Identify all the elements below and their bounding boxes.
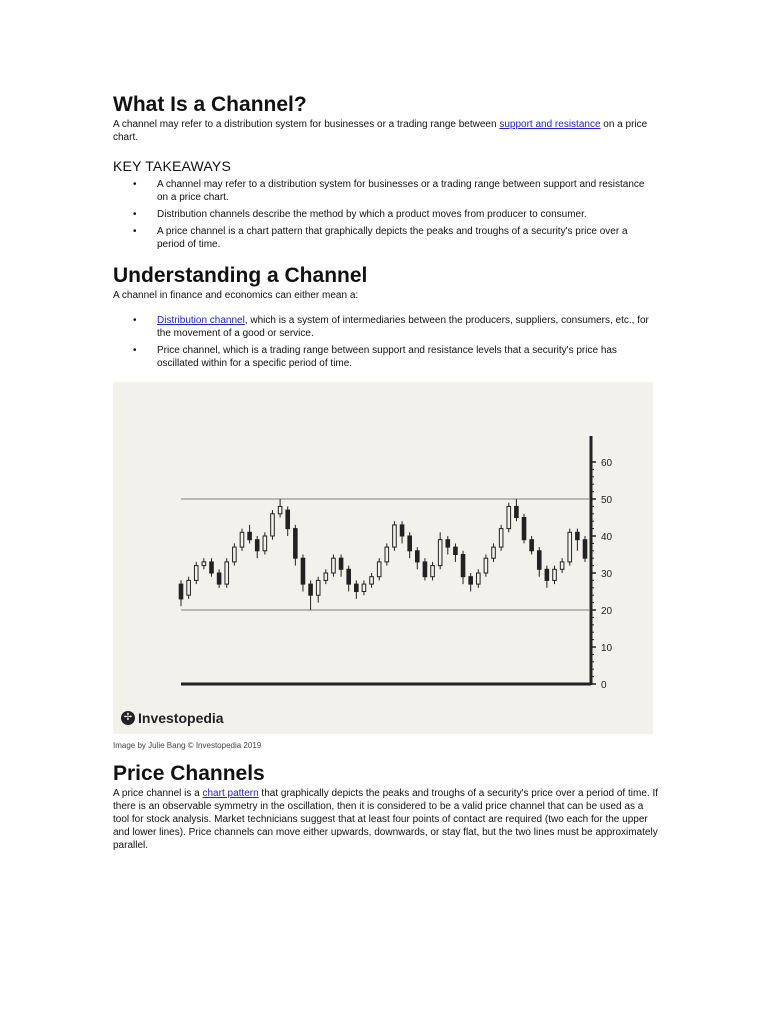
y-tick-label: 60 bbox=[601, 458, 613, 469]
logo-text: Investopedia bbox=[138, 710, 224, 726]
candle-body bbox=[530, 540, 534, 551]
candle-body bbox=[438, 540, 442, 566]
candle-body bbox=[576, 532, 580, 539]
candle-body bbox=[202, 562, 206, 566]
candle-body bbox=[339, 558, 343, 569]
page-title: What Is a Channel? bbox=[113, 93, 307, 116]
investopedia-logo-icon: ✢ bbox=[121, 711, 135, 725]
y-tick-label: 0 bbox=[601, 680, 607, 691]
article bbox=[113, 92, 658, 852]
understanding-intro: A channel in finance and economics can either mean a: bbox=[113, 290, 359, 301]
candle-body bbox=[408, 536, 412, 551]
candle-body bbox=[248, 532, 252, 539]
candle-body bbox=[355, 584, 359, 591]
distribution-channel-link[interactable]: Distribution channel bbox=[157, 315, 245, 326]
y-tick-label: 10 bbox=[601, 643, 613, 654]
candle-body bbox=[431, 566, 435, 577]
candle-body bbox=[370, 577, 374, 584]
support-resistance-link[interactable]: support and resistance bbox=[499, 119, 601, 130]
candle-body bbox=[233, 547, 237, 562]
candle-body bbox=[522, 518, 526, 540]
candle-body bbox=[385, 547, 389, 562]
candle-body bbox=[194, 566, 198, 581]
candle-body bbox=[537, 551, 541, 570]
channel-chart-figure bbox=[113, 382, 653, 734]
key-takeaways-list bbox=[113, 178, 658, 251]
candle-body bbox=[347, 569, 351, 584]
candle-body bbox=[568, 532, 572, 562]
section-title-price-channels: Price Channels bbox=[113, 762, 265, 785]
chart-pattern-link[interactable]: chart pattern bbox=[202, 788, 259, 799]
candle-body bbox=[362, 584, 366, 591]
candle-body bbox=[179, 584, 183, 599]
candle-body bbox=[469, 577, 473, 584]
candle-body bbox=[545, 569, 549, 580]
candle-body bbox=[583, 540, 587, 559]
intro-text: A channel may refer to a distribution system for businesses or a trading range between bbox=[113, 119, 500, 130]
candle-body bbox=[446, 540, 450, 547]
list-item: • Distribution channels describe the method by which a product moves from producer to consumer. bbox=[113, 208, 658, 221]
candle-body bbox=[454, 547, 458, 554]
candle-body bbox=[560, 562, 564, 569]
y-tick-label: 50 bbox=[601, 495, 613, 506]
candle-body bbox=[225, 562, 229, 584]
candle-body bbox=[240, 532, 244, 547]
candle-body bbox=[316, 580, 320, 595]
candle-body bbox=[423, 562, 427, 577]
candle-body bbox=[492, 547, 496, 558]
channel-chart bbox=[113, 382, 653, 734]
candle-body bbox=[255, 540, 259, 551]
list-item: • Price channel, which is a trading range between support and resistance levels that a security's price has oscillated within for a specific period of time. bbox=[113, 344, 658, 370]
intro-paragraph bbox=[113, 118, 658, 144]
candle-body bbox=[271, 514, 275, 536]
candle-body bbox=[294, 529, 298, 559]
y-tick-label: 30 bbox=[601, 569, 613, 580]
image-caption: Image by Julie Bang © Investopedia 2019 bbox=[113, 741, 262, 750]
list-item: • A price channel is a chart pattern that graphically depicts the peaks and troughs of a security's price over a period of time. bbox=[113, 225, 658, 251]
list-item: • A channel may refer to a distribution system for businesses or a trading range between support and resistance on a price chart. bbox=[113, 178, 658, 204]
candle-body bbox=[324, 573, 328, 580]
candle-body bbox=[393, 525, 397, 547]
candle-body bbox=[461, 555, 465, 577]
candle-body bbox=[286, 510, 290, 528]
channel-types-list bbox=[113, 314, 658, 370]
candle-body bbox=[309, 584, 313, 595]
candle-body bbox=[301, 558, 305, 584]
candle-body bbox=[476, 573, 480, 584]
y-tick-label: 40 bbox=[601, 532, 613, 543]
list-item-text: , which is a system of intermediaries between the producers, suppliers, consumers, etc., for the movement of a good or service. bbox=[157, 315, 649, 339]
candle-body bbox=[553, 569, 557, 580]
candle-body bbox=[400, 525, 404, 536]
key-takeaways-heading: KEY TAKEAWAYS bbox=[113, 158, 232, 174]
candle-body bbox=[263, 536, 267, 551]
candle-body bbox=[507, 506, 511, 528]
candle-body bbox=[187, 580, 191, 595]
candle-body bbox=[484, 558, 488, 573]
price-channels-paragraph: A price channel is a chart pattern that graphically depicts the peaks and troughs of a security's price over a period of time. If there is an observable symmetry in the oscillation, then it is considered to be a valid price channel that can be used as a tool for stock analysis. Market technicians suggest that at least four points of contact are required (two each for the upper and lower lines). Price channels can move either upwards, downwards, or stay flat, but the two lines must be approximately parallel. bbox=[113, 788, 658, 851]
y-tick-label: 20 bbox=[601, 606, 613, 617]
intro-text-end: on a price chart. bbox=[113, 119, 648, 143]
candle-body bbox=[515, 506, 519, 517]
list-item bbox=[113, 314, 658, 340]
candle-body bbox=[416, 551, 420, 562]
investopedia-logo bbox=[121, 710, 224, 726]
candle-body bbox=[499, 529, 503, 548]
candle-body bbox=[210, 562, 214, 573]
candle-body bbox=[377, 562, 381, 577]
section-title-understanding: Understanding a Channel bbox=[113, 264, 368, 287]
candle-body bbox=[332, 558, 336, 573]
candle-body bbox=[217, 573, 221, 584]
candle-body bbox=[278, 506, 282, 513]
